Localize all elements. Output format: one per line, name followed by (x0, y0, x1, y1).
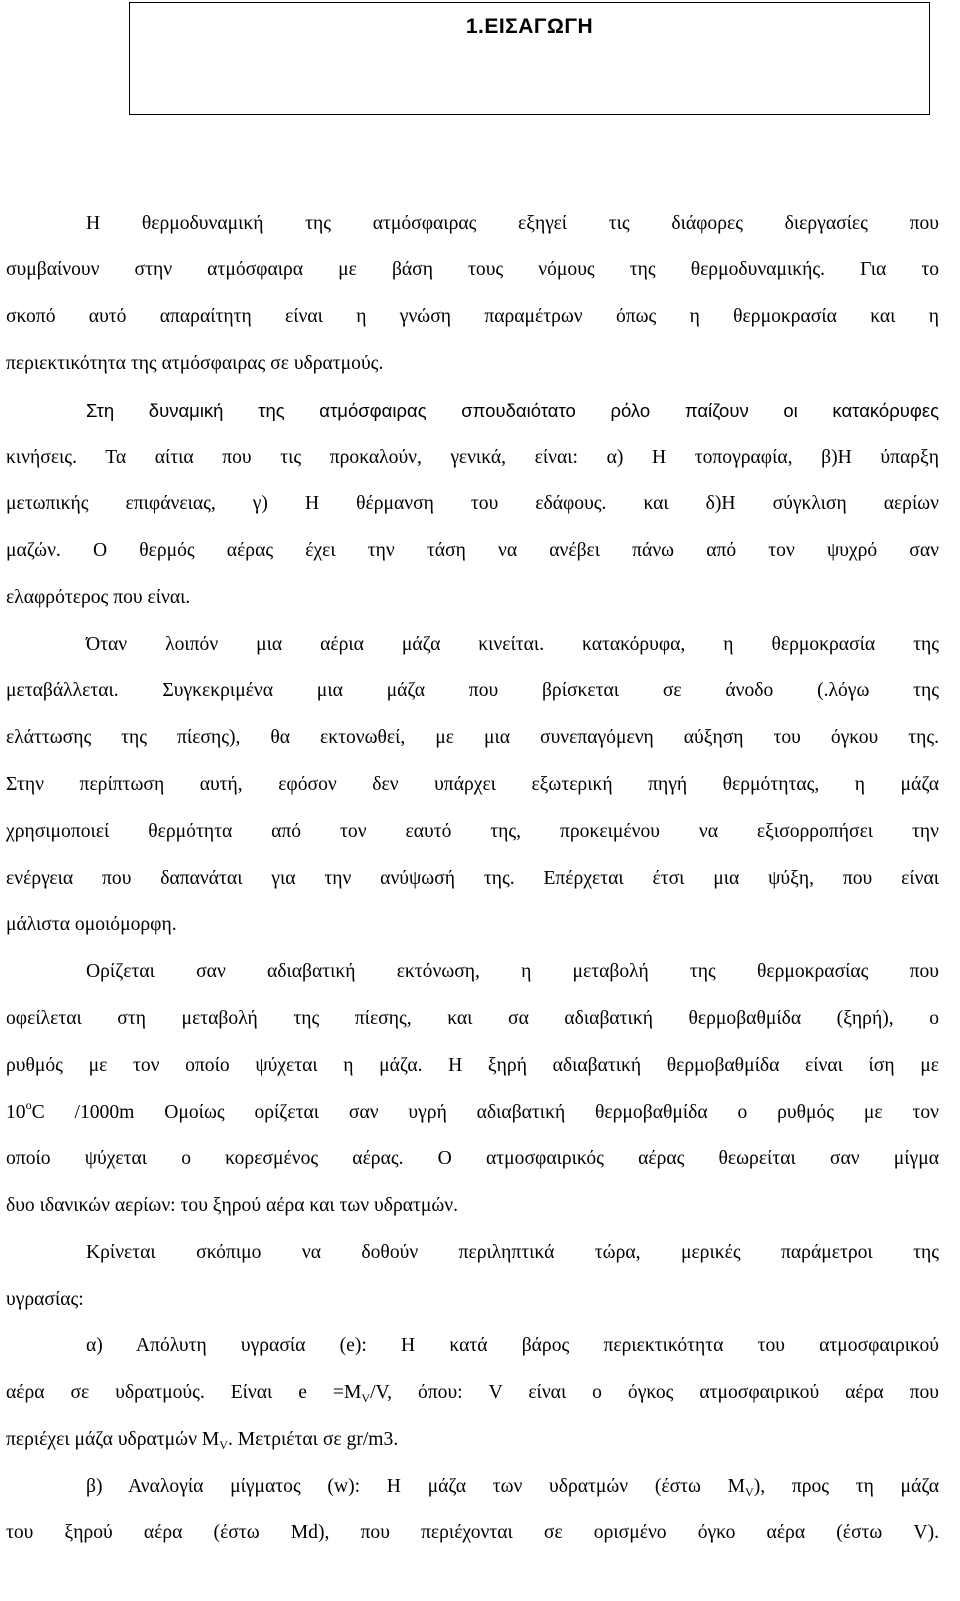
text-line: περιεκτικότητα της ατμόσφαιρας σε υδρατμούς. (6, 353, 384, 374)
text-line: δυο ιδανικών αερίων: του ξηρού αέρα και των υδρατμών. (6, 1195, 459, 1216)
text-segment: C /1000m Ομοίως ορίζεται σαν υγρή αδιαβατική θερμοβαθμίδα ο ρυθμός με τον (31, 1102, 939, 1123)
text-line: συμβαίνουν στην ατμόσφαιρα με βάση τους νόμους της θερμοδυναμικής. Για το (6, 259, 939, 280)
text-segment: /V, όπου: V είναι ο όγκος ατμοσφαιρικού αέρα που (370, 1382, 939, 1403)
subscript: V (219, 1438, 228, 1452)
text-line (6, 1427, 939, 1453)
text-line (6, 1380, 939, 1406)
text-line: του ξηρού αέρα (έστω Md), που περιέχονται σε ορισμένο όγκο αέρα (έστω V). (6, 1522, 939, 1543)
text-line: χρησιμοποιεί θερμότητα από τον εαυτό της, προκειμένου να εξισορροπήσει την (6, 821, 939, 842)
text-line: ελαφρότερος που είναι. (6, 587, 191, 608)
text-line: Η θερμοδυναμική της ατμόσφαιρας εξηγεί τις διάφορες διεργασίες που (86, 213, 939, 234)
text-line (6, 1100, 939, 1126)
text-line: οφείλεται στη μεταβολή της πίεσης, και σα αδιαβατική θερμοβαθμίδα (ξηρή), ο (6, 1008, 939, 1029)
text-line: ρυθμός με τον οποίο ψύχεται η μάζα. Η ξηρή αδιαβατική θερμοβαθμίδα είναι ίση με (6, 1055, 939, 1076)
text-segment: 10 (6, 1102, 26, 1123)
text-segment: β) Αναλογία μίγματος (w): Η μάζα των υδρατμών (έστω M (86, 1476, 746, 1497)
text-line: μεταβάλλεται. Συγκεκριμένα μια μάζα που βρίσκεται σε άνοδο (.λόγω της (6, 680, 939, 701)
text-segment: περιέχει μάζα υδρατμών M (6, 1429, 220, 1450)
text-line: Ορίζεται σαν αδιαβατική εκτόνωση, η μεταβολή της θερμοκρασίας που (86, 961, 939, 982)
text-line: α) Απόλυτη υγρασία (e): Η κατά βάρος περιεκτικότητα του ατμοσφαιρικού (86, 1335, 939, 1356)
text-line: μαζών. Ο θερμός αέρας έχει την τάση να ανέβει πάνω από τον ψυχρό σαν (6, 540, 939, 561)
text-line: ενέργεια που δαπανάται για την ανύψωσή της. Επέρχεται έτσι μια ψύξη, που είναι (6, 868, 939, 889)
text-line: Στη δυναμική της ατμόσφαιρας σπουδαιότατο ρόλο παίζουν οι κατακόρυφες (86, 400, 939, 421)
title-box (129, 2, 930, 115)
text-line: Κρίνεται σκόπιμο να δοθούν περιληπτικά τώρα, μερικές παράμετροι της (86, 1242, 939, 1263)
degree-superscript: o (25, 1098, 32, 1112)
text-line: μετωπικής επιφάνειας, γ) Η θέρμανση του εδάφους. και δ)Η σύγκλιση αερίων (6, 493, 939, 514)
text-line: οποίο ψύχεται ο κορεσμένος αέρας. Ο ατμοσφαιρικός αέρας θεωρείται σαν μίγμα (6, 1148, 939, 1169)
page-title: 1.ΕΙΣΑΓΩΓΗ (465, 15, 594, 38)
subscript: V (745, 1485, 754, 1499)
subscript: V (361, 1391, 371, 1405)
text-line: ελάττωσης της πίεσης), θα εκτονωθεί, με μια συνεπαγόμενη αύξηση του όγκου της. (6, 727, 939, 748)
text-line: υγρασίας: (6, 1289, 84, 1310)
text-line: μάλιστα ομοιόμορφη. (6, 914, 177, 935)
text-segment: . Μετριέται σε gr/m3. (227, 1429, 399, 1450)
text-line: κινήσεις. Τα αίτια που τις προκαλούν, γενικά, είναι: α) Η τοπογραφία, β)Η ύπαρξη (6, 447, 939, 468)
text-segment: αέρα σε υδρατμούς. Είναι e =M (6, 1382, 362, 1403)
text-line: Στην περίπτωση αυτή, εφόσον δεν υπάρχει εξωτερική πηγή θερμότητας, η μάζα (6, 774, 939, 795)
text-line: Όταν λοιπόν μια αέρια μάζα κινείται. κατακόρυφα, η θερμοκρασία της (86, 634, 939, 655)
text-line: σκοπό αυτό απαραίτητη είναι η γνώση παραμέτρων όπως η θερμοκρασία και η (6, 306, 939, 327)
text-segment: ), προς τη μάζα (753, 1476, 939, 1497)
text-line (86, 1474, 939, 1500)
